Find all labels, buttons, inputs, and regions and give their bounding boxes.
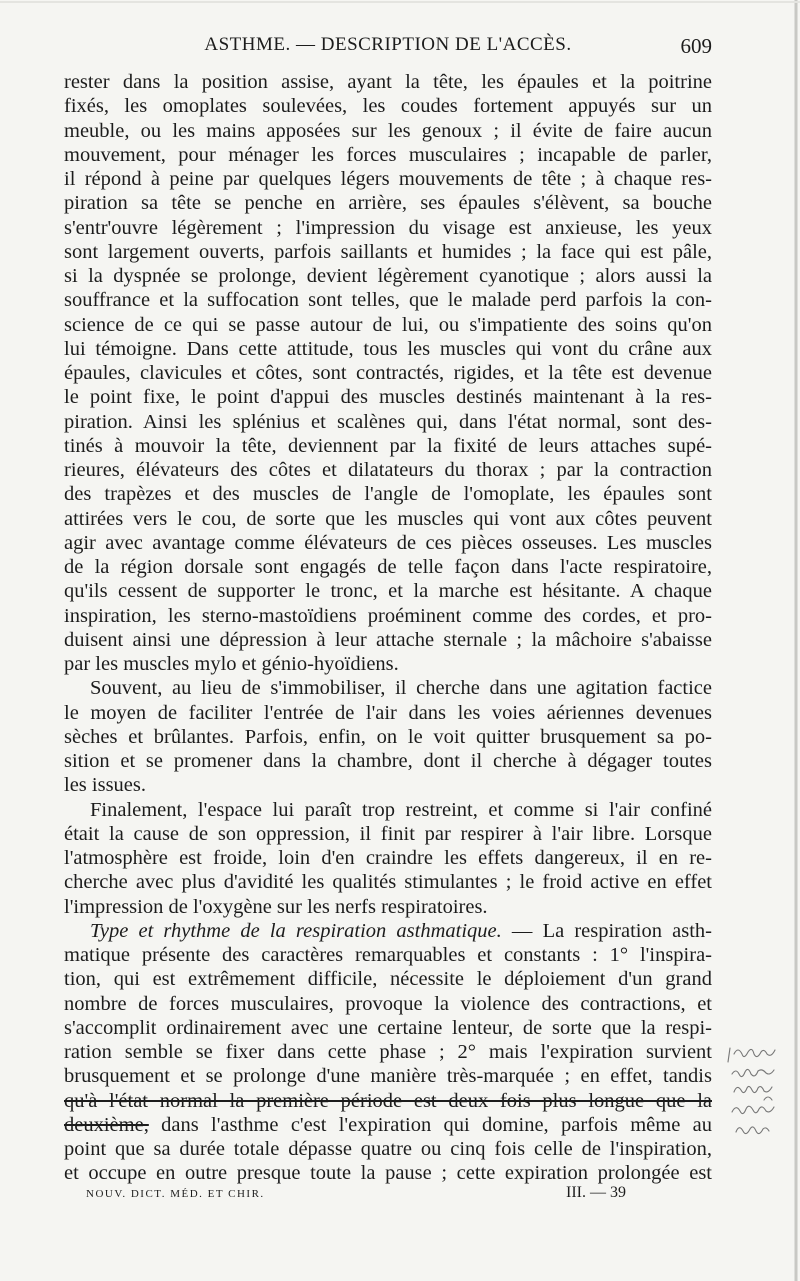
text-line: l'impression de l'oxygène sur les nerfs respiratoires. — [64, 895, 488, 918]
text-line: point que sa durée totale dépasse quatre ou cinq fois celle de l'inspiration, — [64, 1138, 712, 1160]
text-line — [64, 1113, 712, 1137]
section-lead: — La respiration asth- — [501, 919, 712, 942]
text-line: et occupe en outre presque toute la pause ; cette expiration prolongée est — [64, 1162, 712, 1185]
struck-word: deuxième, — [64, 1113, 149, 1136]
section-heading: Type et rhythme de la respiration asthmatique. — [90, 919, 502, 942]
footer-signature: NOUV. DICT. MÉD. ET CHIR. — [86, 1188, 265, 1200]
text-line: duisent ainsi une dépression à leur attache sternale ; la mâchoire s'abaisse — [64, 628, 712, 651]
text-line: par les muscles mylo et génio-hyoïdiens. — [64, 653, 399, 675]
text-line-struck: qu'à l'état normal la première période est deux fois plus longue que la — [64, 1089, 712, 1112]
text-line: agir avec avantage comme élévateurs de ces pièces osseuses. Les muscles — [64, 531, 712, 554]
text-line: matique présente des caractères remarquables et constants : 1° l'inspira- — [64, 944, 712, 966]
text-line: de la région dorsale sont engagés de telle façon dans l'acte respiratoire, — [64, 556, 712, 578]
text-line: souffrance et la suffocation sont telles, que le malade perd parfois la con- — [64, 289, 712, 312]
text-line: mouvement, pour ménager les forces musculaires ; incapable de parler, — [64, 143, 712, 166]
running-header — [64, 34, 712, 64]
text-line: il répond à peine par quelques légers mouvements de tête ; à chaque res- — [64, 168, 712, 190]
text-line: rester dans la position assise, ayant la tête, les épaules et la poitrine — [64, 71, 712, 93]
body-text — [64, 70, 712, 1186]
text-line: meuble, ou les mains apposées sur les genoux ; il évite de faire aucun — [64, 119, 712, 142]
running-title: ASTHME. — DESCRIPTION DE L'ACCÈS. — [204, 34, 572, 55]
text-line: Souvent, au lieu de s'immobiliser, il cherche dans une agitation factice — [90, 677, 712, 700]
text-line: nombre de forces musculaires, provoque la violence des contractions, et — [64, 992, 712, 1015]
text-line: sont largement ouverts, parfois saillants et humides ; la face qui est pâle, — [64, 240, 712, 263]
text-line: cherche avec plus d'avidité les qualités stimulantes ; le froid active en effet — [64, 871, 712, 894]
text-line: qu'ils cessent de supporter le tronc, et la marche est hésitante. A chaque — [64, 580, 712, 603]
handwritten-margin-note — [724, 1040, 796, 1160]
text-line: Finalement, l'espace lui paraît trop restreint, et comme si l'air confiné — [90, 798, 712, 821]
text-line: piration sa tête se penche en arrière, ses épaules s'élèvent, sa bouche — [64, 192, 712, 215]
text-line: brusquement et se prolonge d'une manière très-marquée ; en effet, tandis — [64, 1065, 712, 1088]
text-line: si la dyspnée se prolonge, devient légèrement cyanotique ; alors aussi la — [64, 265, 712, 287]
text-line: rieures, élévateurs des côtes et dilatateurs du thorax ; par la contraction — [64, 459, 712, 481]
text-line: le moyen de faciliter l'entrée de l'air dans les voies aériennes devenues — [64, 701, 712, 724]
text-line: ration semble se fixer dans cette phase ; 2° mais l'expiration survient — [64, 1041, 712, 1063]
text-line: piration. Ainsi les splénius et scalènes qui, dans l'état normal, sont des- — [64, 410, 712, 433]
text-line: des trapèzes et des muscles de l'angle de l'omoplate, les épaules sont — [64, 483, 712, 506]
text-line: épaules, clavicules et côtes, sont contractés, rigides, et la tête est devenue — [64, 362, 712, 384]
page-number: 609 — [680, 34, 712, 58]
page-footer — [86, 1184, 686, 1208]
text-line: tinés à mouvoir la tête, deviennent par la fixité de leurs attaches supé- — [64, 434, 712, 457]
text-line: science de ce qui se passe autour de lui, ou s'impatiente des soins qu'on — [64, 313, 712, 336]
text-line: s'entr'ouvre légèrement ; l'impression du visage est anxieuse, les yeux — [64, 216, 712, 239]
handwriting-scribble-icon — [724, 1040, 796, 1160]
text-line — [64, 919, 712, 943]
text-line: était la cause de son oppression, il finit par respirer à l'air libre. Lorsque — [64, 822, 712, 845]
text-line: les issues. — [64, 774, 146, 797]
text-line: attirées vers le cou, de sorte que les muscles qui vont aux côtes peuvent — [64, 507, 712, 530]
text-line: s'accomplit ordinairement avec une certaine lenteur, de sorte que la respi- — [64, 1016, 712, 1039]
text-line: fixés, les omoplates soulevées, les coudes fortement appuyés sur un — [64, 95, 712, 118]
text-line: lui témoigne. Dans cette attitude, tous les muscles qui vont du crâne aux — [64, 337, 712, 360]
footer-sheet-number: III. — 39 — [566, 1184, 626, 1201]
text-line: inspiration, les sterno-mastoïdiens proéminent comme des cordes, et pro- — [64, 604, 712, 627]
text-line: tion, qui est extrêmement difficile, nécessite le déploiement d'un grand — [64, 968, 712, 991]
text-line: l'atmosphère est froide, loin d'en craindre les effets dangereux, il en re- — [64, 847, 712, 869]
text-line: le point fixe, le point d'appui des muscles destinés maintenant à la res- — [64, 386, 712, 409]
text-line: sèches et brûlantes. Parfois, enfin, on le voit quitter brusquement sa po- — [64, 725, 712, 748]
text-line: sition et se promener dans la chambre, dont il cherche à dégager toutes — [64, 750, 712, 772]
line-continuation: dans l'asthme c'est l'expiration qui domine, parfois même au — [148, 1113, 712, 1136]
